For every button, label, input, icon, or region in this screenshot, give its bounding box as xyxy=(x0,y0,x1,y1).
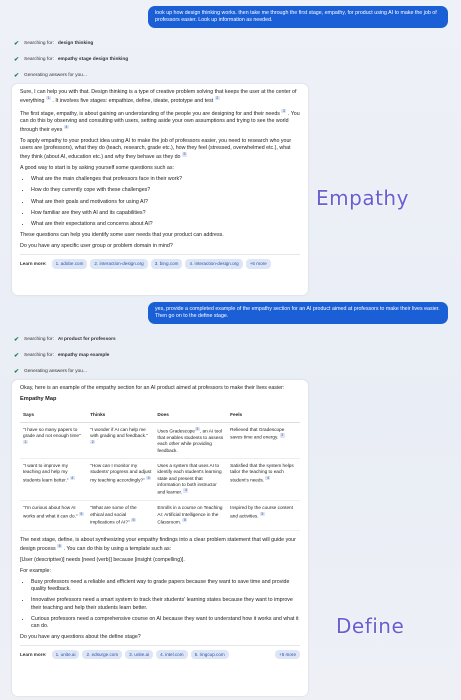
citation-ref[interactable]: 4 xyxy=(184,488,187,493)
empathy-map-title: Empathy Map xyxy=(20,396,57,403)
learn-more-bar xyxy=(20,645,300,659)
citation-ref[interactable]: 4 xyxy=(266,475,269,480)
table-cell: "I want to improve my teaching and help my students learn better." $^4$ xyxy=(20,458,87,500)
source-link[interactable]: 3. bing.com xyxy=(151,259,183,268)
template-text: [User (descriptive)] needs [need (verb)] because [insight (compelling)]. xyxy=(20,556,185,563)
check-icon: ✔ xyxy=(13,337,20,343)
learn-more-bar xyxy=(20,254,300,268)
table-cell: Inspired by the course content and activities. $^5$ xyxy=(227,501,300,531)
source-link[interactable]: 1. adobe.com xyxy=(52,259,88,268)
column-header: Thinks xyxy=(87,408,154,423)
source-link[interactable]: 5. ringcup.com xyxy=(191,650,229,659)
citation-ref[interactable]: 1 xyxy=(47,96,50,101)
answer-paragraph: For example: xyxy=(20,568,51,575)
citation-ref[interactable]: 1 xyxy=(24,439,27,444)
citation-ref[interactable]: 4 xyxy=(71,475,74,480)
source-link[interactable]: 4. intel.com xyxy=(156,650,188,659)
status-line: ✔ Searching for: design thinking xyxy=(13,41,94,47)
source-link[interactable]: 4. interaction-design.org xyxy=(185,259,242,268)
answer-paragraph: To apply empathy to your product idea using AI to make the job of professors easier, you need to research who your users are (professors), what they do (teach, research, grade etc.), how they feel (stressed, overwhelmed etc.), what they think (about AI, education etc.) and why they behave as they do $^5$ xyxy=(20,138,292,161)
overlay-label-empathy: Empathy xyxy=(316,186,409,210)
citation-ref[interactable]: 5 xyxy=(183,152,186,157)
table-row xyxy=(20,423,300,459)
answer-paragraph: Do you have any specific user group or problem domain in mind? xyxy=(20,243,173,250)
more-sources-button[interactable]: +6 more xyxy=(246,259,271,268)
list-item: • What are their expectations and concerns about AI? xyxy=(31,221,300,228)
answer-paragraph: The next stage, define, is about synthesizing your empathy findings into a clear problem statement that will guide your design process $^6$ . You can do this by using a template such as: xyxy=(20,536,296,552)
source-link[interactable]: 3. unite.ai xyxy=(125,650,153,659)
table-cell: Satisfied that the system helps tailor the teaching to each student's needs. $^4$ xyxy=(227,458,300,500)
check-icon: ✔ xyxy=(13,41,20,47)
citation-ref[interactable]: 3 xyxy=(282,109,285,114)
list-item: • How do they currently cope with these challenges? xyxy=(31,187,300,194)
citation-ref[interactable]: 5 xyxy=(183,517,186,522)
check-icon: ✔ xyxy=(13,57,20,63)
answer-paragraph: A good way to start is by asking yourself some questions such as: xyxy=(20,165,174,172)
user-message-2: yes, provide a completed example of the empathy section for an AI product aimed at professors to make their lives easier. Then go on to the define stage. xyxy=(148,302,448,324)
list-item: • Busy professors need a reliable and efficient way to grade papers because they want to save time and provide quality feedback. xyxy=(31,579,300,593)
list-item: • Innovative professors need a smart system to track their students' learning states because they want to improve their teaching and help their students learn better. xyxy=(31,597,300,611)
question-list xyxy=(20,176,300,228)
check-icon: ✔ xyxy=(13,353,20,359)
citation-ref[interactable]: 4 xyxy=(147,475,150,480)
table-row xyxy=(20,458,300,500)
answer-paragraph: The first stage, empathy, is about gaining an understanding of the people you are designing for and their needs $^3$ . You can do this by observing and consulting with users, setting aside your own assumptions and trying to see the world through their eyes $^4$ xyxy=(20,109,300,133)
citation-ref[interactable]: 5 xyxy=(80,511,83,516)
citation-ref[interactable]: 3 xyxy=(196,427,199,432)
source-link[interactable]: 1. unite.ai xyxy=(52,650,80,659)
status-line: ✔ Generating answers for you... xyxy=(13,73,87,79)
overlay-label-define: Define xyxy=(336,614,405,638)
citation-ref[interactable]: 5 xyxy=(261,511,264,516)
check-icon: ✔ xyxy=(13,73,20,79)
column-header: Feels xyxy=(227,408,300,423)
citation-ref[interactable]: 2 xyxy=(216,96,219,101)
answer-paragraph: Do you have any questions about the define stage? xyxy=(20,634,141,641)
table-row xyxy=(20,501,300,531)
table-cell: Uses Gradescope $^3$ , an AI tool that enables students to assess each other while providing feedback. xyxy=(154,423,227,459)
table-cell: "I'm curious about how AI works and what it can do." $^5$ xyxy=(20,501,87,531)
status-line: ✔ Generating answers for you... xyxy=(13,369,87,375)
citation-ref[interactable]: 5 xyxy=(132,517,135,522)
table-cell: "I have so many papers to grade and not enough time" $^1$ xyxy=(20,423,87,459)
bot-answer-2 xyxy=(12,380,308,696)
list-item: • What are their goals and motivations for using AI? xyxy=(31,199,300,206)
table-cell: Uses a system that uses AI to identify each student's learning state and present that information to both instructor and learner. $^4$ xyxy=(154,458,227,500)
example-list xyxy=(20,579,300,630)
source-link[interactable]: 2. interaction-design.org xyxy=(90,259,147,268)
list-item: • What are the main challenges that professors face in their work? xyxy=(31,176,300,183)
table-cell: "What are some of the ethical and social implications of AI?" $^5$ xyxy=(87,501,154,531)
citation-ref[interactable]: 3 xyxy=(281,433,284,438)
table-cell: "How can I monitor my students' progress and adjust my teaching accordingly?" $^4$ xyxy=(87,458,154,500)
citation-ref[interactable]: 2 xyxy=(91,439,94,444)
status-line: ✔ Searching for: AI product for professors xyxy=(13,337,116,343)
citation-ref[interactable]: 4 xyxy=(65,125,68,130)
learn-more-label: Learn more: xyxy=(20,260,47,266)
bot-answer-1 xyxy=(12,84,308,295)
table-cell: Relieved that Gradescope saves time and energy. $^3$ xyxy=(227,423,300,459)
answer-paragraph: These questions can help you identify some user needs that your product can address. xyxy=(20,232,224,239)
more-sources-button[interactable]: +5 more xyxy=(275,650,300,659)
citation-ref[interactable]: 6 xyxy=(58,543,61,548)
table-cell: Enrolls in a course on Teaching AI: Artificial Intelligence in the Classroom. $^5$ xyxy=(154,501,227,531)
table-cell: "I wonder if AI can help me with grading and feedback." $^2$ xyxy=(87,423,154,459)
status-line: ✔ Searching for: empathy map example xyxy=(13,353,110,359)
status-line: ✔ Searching for: empathy stage design thinking xyxy=(13,57,129,63)
learn-more-label: Learn more: xyxy=(20,651,47,657)
list-item: • Curious professors need a comprehensive course on AI because they want to understand how it works and what it can do. xyxy=(31,616,300,630)
empathy-map-table xyxy=(20,408,300,531)
column-header: Does xyxy=(154,408,227,423)
check-icon: ✔ xyxy=(13,369,20,375)
answer-paragraph: Sure, I can help you with that. Design thinking is a type of creative problem solving that keeps the user at the center of everything $^1$ . It involves five stages: empathize, define, ideate, prototype and test $^2$ xyxy=(20,89,297,104)
column-header: Says xyxy=(20,408,87,423)
source-link[interactable]: 2. edsurge.com xyxy=(82,650,122,659)
list-item: • How familiar are they with AI and its capabilities? xyxy=(31,210,300,217)
answer-paragraph: Okay, here is an example of the empathy section for an AI product aimed at professors to make their lives easier: xyxy=(20,385,285,391)
user-message-1: look up how design thinking works. then take me through the first stage, empathy, for product using AI to make the job of professors easier. Look up information as needed. xyxy=(148,6,448,28)
